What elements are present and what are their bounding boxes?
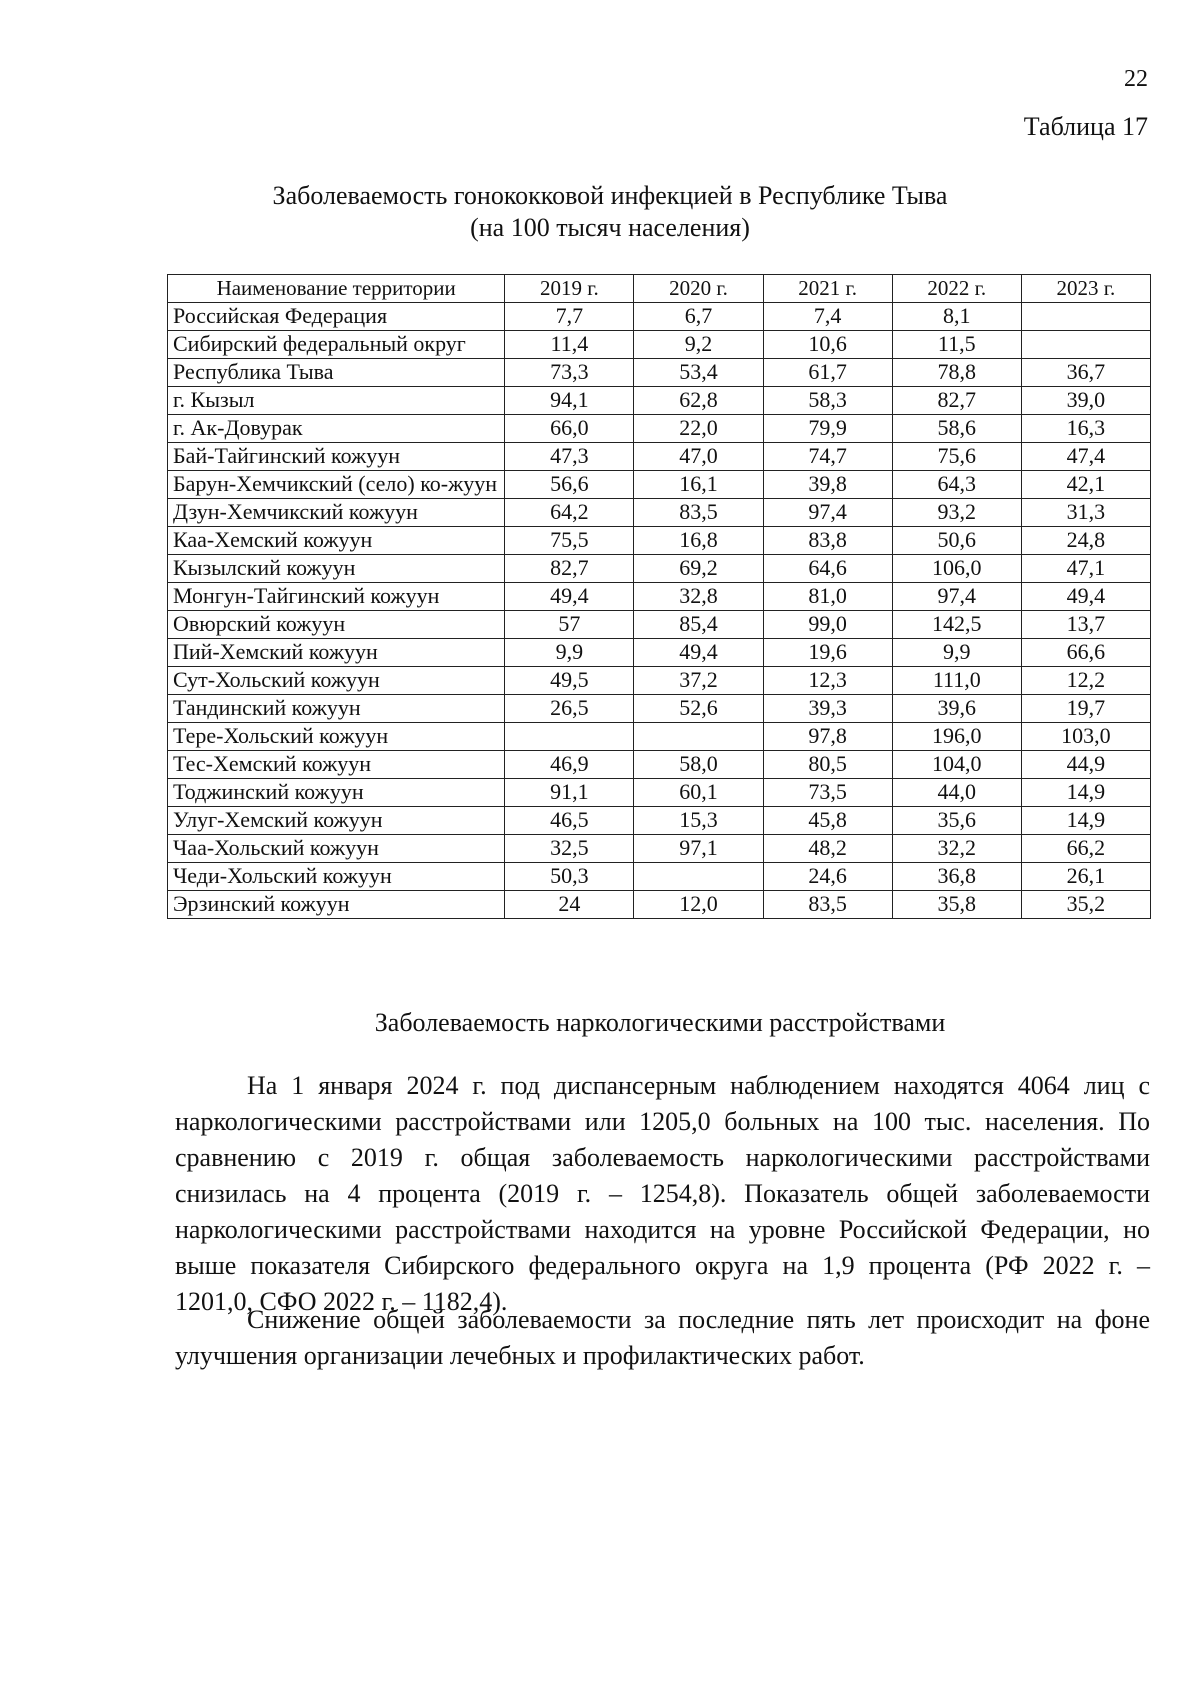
value-cell: 32,8 — [634, 583, 763, 611]
territory-name-cell: Овюрский кожуун — [168, 611, 505, 639]
territory-name-cell: Республика Тыва — [168, 359, 505, 387]
value-cell: 49,5 — [505, 667, 634, 695]
territory-name-cell: Дзун-Хемчикский кожуун — [168, 499, 505, 527]
table-row — [168, 443, 1151, 471]
territory-name-cell: Российская Федерация — [168, 303, 505, 331]
value-cell: 6,7 — [634, 303, 763, 331]
value-cell: 103,0 — [1021, 723, 1150, 751]
value-cell: 82,7 — [892, 387, 1021, 415]
table-row — [168, 359, 1151, 387]
value-cell: 39,3 — [763, 695, 892, 723]
value-cell: 66,2 — [1021, 835, 1150, 863]
value-cell: 16,1 — [634, 471, 763, 499]
territory-name-cell: Бай-Тайгинский кожуун — [168, 443, 505, 471]
value-cell: 22,0 — [634, 415, 763, 443]
value-cell: 52,6 — [634, 695, 763, 723]
value-cell: 60,1 — [634, 779, 763, 807]
table-body — [168, 303, 1151, 919]
column-header-2020: 2020 г. — [634, 275, 763, 303]
value-cell: 13,7 — [1021, 611, 1150, 639]
value-cell: 75,5 — [505, 527, 634, 555]
value-cell: 47,4 — [1021, 443, 1150, 471]
value-cell: 64,3 — [892, 471, 1021, 499]
value-cell: 7,4 — [763, 303, 892, 331]
value-cell: 11,5 — [892, 331, 1021, 359]
value-cell: 78,8 — [892, 359, 1021, 387]
value-cell: 83,5 — [634, 499, 763, 527]
territory-name-cell: Чеди-Хольский кожуун — [168, 863, 505, 891]
territory-name-cell: Тоджинский кожуун — [168, 779, 505, 807]
value-cell: 74,7 — [763, 443, 892, 471]
value-cell: 64,2 — [505, 499, 634, 527]
value-cell — [1021, 331, 1150, 359]
value-cell: 49,4 — [1021, 583, 1150, 611]
territory-name-cell: Чаа-Хольский кожуун — [168, 835, 505, 863]
territory-name-cell: Тандинский кожуун — [168, 695, 505, 723]
value-cell: 97,4 — [892, 583, 1021, 611]
value-cell: 24 — [505, 891, 634, 919]
territory-name-cell: Тере-Хольский кожуун — [168, 723, 505, 751]
table-row — [168, 891, 1151, 919]
value-cell: 97,4 — [763, 499, 892, 527]
value-cell: 35,2 — [1021, 891, 1150, 919]
value-cell: 47,0 — [634, 443, 763, 471]
territory-name-cell: Монгун-Тайгинский кожуун — [168, 583, 505, 611]
value-cell: 9,2 — [634, 331, 763, 359]
table-row — [168, 583, 1151, 611]
value-cell: 46,5 — [505, 807, 634, 835]
incidence-table — [167, 274, 1151, 919]
value-cell: 93,2 — [892, 499, 1021, 527]
value-cell: 58,6 — [892, 415, 1021, 443]
value-cell: 49,4 — [505, 583, 634, 611]
value-cell: 50,6 — [892, 527, 1021, 555]
value-cell: 19,6 — [763, 639, 892, 667]
column-header-territory: Наименование территории — [168, 275, 505, 303]
table-row — [168, 415, 1151, 443]
value-cell: 57 — [505, 611, 634, 639]
value-cell: 14,9 — [1021, 807, 1150, 835]
value-cell: 69,2 — [634, 555, 763, 583]
value-cell: 12,3 — [763, 667, 892, 695]
value-cell: 142,5 — [892, 611, 1021, 639]
section-title: Заболеваемость наркологическими расстройствами — [374, 1008, 946, 1037]
table-title-line2: (на 100 тысяч населения) — [470, 213, 750, 242]
value-cell: 45,8 — [763, 807, 892, 835]
value-cell: 97,1 — [634, 835, 763, 863]
value-cell: 15,3 — [634, 807, 763, 835]
value-cell: 9,9 — [505, 639, 634, 667]
value-cell: 24,8 — [1021, 527, 1150, 555]
value-cell: 73,5 — [763, 779, 892, 807]
body-paragraph: Снижение общей заболеваемости за последние пять лет происходит на фоне улучшения организации лечебных и профилактических работ. — [175, 1305, 1150, 1370]
territory-name-cell: Каа-Хемский кожуун — [168, 527, 505, 555]
value-cell: 50,3 — [505, 863, 634, 891]
table-row — [168, 499, 1151, 527]
table-label: Таблица 17 — [1023, 112, 1148, 141]
value-cell: 99,0 — [763, 611, 892, 639]
value-cell: 62,8 — [634, 387, 763, 415]
value-cell: 35,6 — [892, 807, 1021, 835]
value-cell: 58,0 — [634, 751, 763, 779]
table-row — [168, 527, 1151, 555]
territory-name-cell: г. Кызыл — [168, 387, 505, 415]
column-header-2019: 2019 г. — [505, 275, 634, 303]
value-cell: 39,6 — [892, 695, 1021, 723]
value-cell: 196,0 — [892, 723, 1021, 751]
table-header-row — [168, 275, 1151, 303]
value-cell: 19,7 — [1021, 695, 1150, 723]
value-cell: 81,0 — [763, 583, 892, 611]
value-cell: 14,9 — [1021, 779, 1150, 807]
table-row — [168, 807, 1151, 835]
territory-name-cell: Эрзинский кожуун — [168, 891, 505, 919]
value-cell: 75,6 — [892, 443, 1021, 471]
table-row — [168, 303, 1151, 331]
table-row — [168, 695, 1151, 723]
value-cell: 83,8 — [763, 527, 892, 555]
value-cell: 32,5 — [505, 835, 634, 863]
territory-name-cell: Сут-Хольский кожуун — [168, 667, 505, 695]
value-cell: 8,1 — [892, 303, 1021, 331]
value-cell: 37,2 — [634, 667, 763, 695]
value-cell: 9,9 — [892, 639, 1021, 667]
value-cell: 97,8 — [763, 723, 892, 751]
value-cell: 26,5 — [505, 695, 634, 723]
territory-name-cell: Сибирский федеральный округ — [168, 331, 505, 359]
table-row — [168, 779, 1151, 807]
table-row — [168, 387, 1151, 415]
value-cell: 82,7 — [505, 555, 634, 583]
value-cell: 49,4 — [634, 639, 763, 667]
table-title-line1: Заболеваемость гонококковой инфекцией в Республике Тыва — [272, 181, 948, 210]
value-cell: 44,9 — [1021, 751, 1150, 779]
value-cell: 24,6 — [763, 863, 892, 891]
table-row — [168, 639, 1151, 667]
value-cell: 104,0 — [892, 751, 1021, 779]
territory-name-cell: Пий-Хемский кожуун — [168, 639, 505, 667]
value-cell: 11,4 — [505, 331, 634, 359]
value-cell: 36,7 — [1021, 359, 1150, 387]
value-cell: 106,0 — [892, 555, 1021, 583]
territory-name-cell: Тес-Хемский кожуун — [168, 751, 505, 779]
value-cell — [505, 723, 634, 751]
value-cell: 66,0 — [505, 415, 634, 443]
value-cell: 80,5 — [763, 751, 892, 779]
value-cell: 83,5 — [763, 891, 892, 919]
column-header-2021: 2021 г. — [763, 275, 892, 303]
value-cell — [634, 723, 763, 751]
value-cell: 56,6 — [505, 471, 634, 499]
table-title — [170, 180, 1050, 244]
value-cell: 94,1 — [505, 387, 634, 415]
table-row — [168, 751, 1151, 779]
territory-name-cell: Барун-Хемчикский (село) ко-жуун — [168, 471, 505, 499]
value-cell: 12,0 — [634, 891, 763, 919]
value-cell: 16,3 — [1021, 415, 1150, 443]
value-cell: 48,2 — [763, 835, 892, 863]
territory-name-cell: Улуг-Хемский кожуун — [168, 807, 505, 835]
value-cell: 85,4 — [634, 611, 763, 639]
territory-name-cell: г. Ак-Довурак — [168, 415, 505, 443]
value-cell: 111,0 — [892, 667, 1021, 695]
value-cell: 10,6 — [763, 331, 892, 359]
value-cell: 31,3 — [1021, 499, 1150, 527]
table-row — [168, 555, 1151, 583]
table-row — [168, 863, 1151, 891]
table-row — [168, 471, 1151, 499]
value-cell: 47,1 — [1021, 555, 1150, 583]
value-cell: 91,1 — [505, 779, 634, 807]
table-row — [168, 835, 1151, 863]
value-cell: 7,7 — [505, 303, 634, 331]
value-cell: 39,8 — [763, 471, 892, 499]
value-cell: 64,6 — [763, 555, 892, 583]
page-number: 22 — [1124, 66, 1148, 92]
value-cell: 53,4 — [634, 359, 763, 387]
column-header-2023: 2023 г. — [1021, 275, 1150, 303]
value-cell: 39,0 — [1021, 387, 1150, 415]
value-cell: 16,8 — [634, 527, 763, 555]
value-cell: 32,2 — [892, 835, 1021, 863]
table-row — [168, 723, 1151, 751]
value-cell: 47,3 — [505, 443, 634, 471]
value-cell: 73,3 — [505, 359, 634, 387]
value-cell — [1021, 303, 1150, 331]
column-header-2022: 2022 г. — [892, 275, 1021, 303]
value-cell: 58,3 — [763, 387, 892, 415]
value-cell: 36,8 — [892, 863, 1021, 891]
value-cell: 12,2 — [1021, 667, 1150, 695]
territory-name-cell: Кызылский кожуун — [168, 555, 505, 583]
value-cell — [634, 863, 763, 891]
value-cell: 79,9 — [763, 415, 892, 443]
value-cell: 42,1 — [1021, 471, 1150, 499]
value-cell: 26,1 — [1021, 863, 1150, 891]
value-cell: 66,6 — [1021, 639, 1150, 667]
value-cell: 44,0 — [892, 779, 1021, 807]
table-row — [168, 611, 1151, 639]
value-cell: 35,8 — [892, 891, 1021, 919]
value-cell: 61,7 — [763, 359, 892, 387]
table-row — [168, 331, 1151, 359]
table-row — [168, 667, 1151, 695]
body-paragraph: На 1 января 2024 г. под диспансерным наблюдением находятся 4064 лиц с наркологическими расстройствами или 1205,0 больных на 100 тыс. населения. По сравнению с 2019 г. общая заболеваемость наркологическими расстройствами снизилась на 4 процента (2019 г. – 1254,8). Показатель общей заболеваемости наркологическими расстройствами находится на уровне Российской Федерации, но выше показателя Сибирского федерального округа на 1,9 процента (РФ 2022 г. – 1201,0, СФО 2022 г. – 1182,4). — [175, 1071, 1150, 1316]
value-cell: 46,9 — [505, 751, 634, 779]
